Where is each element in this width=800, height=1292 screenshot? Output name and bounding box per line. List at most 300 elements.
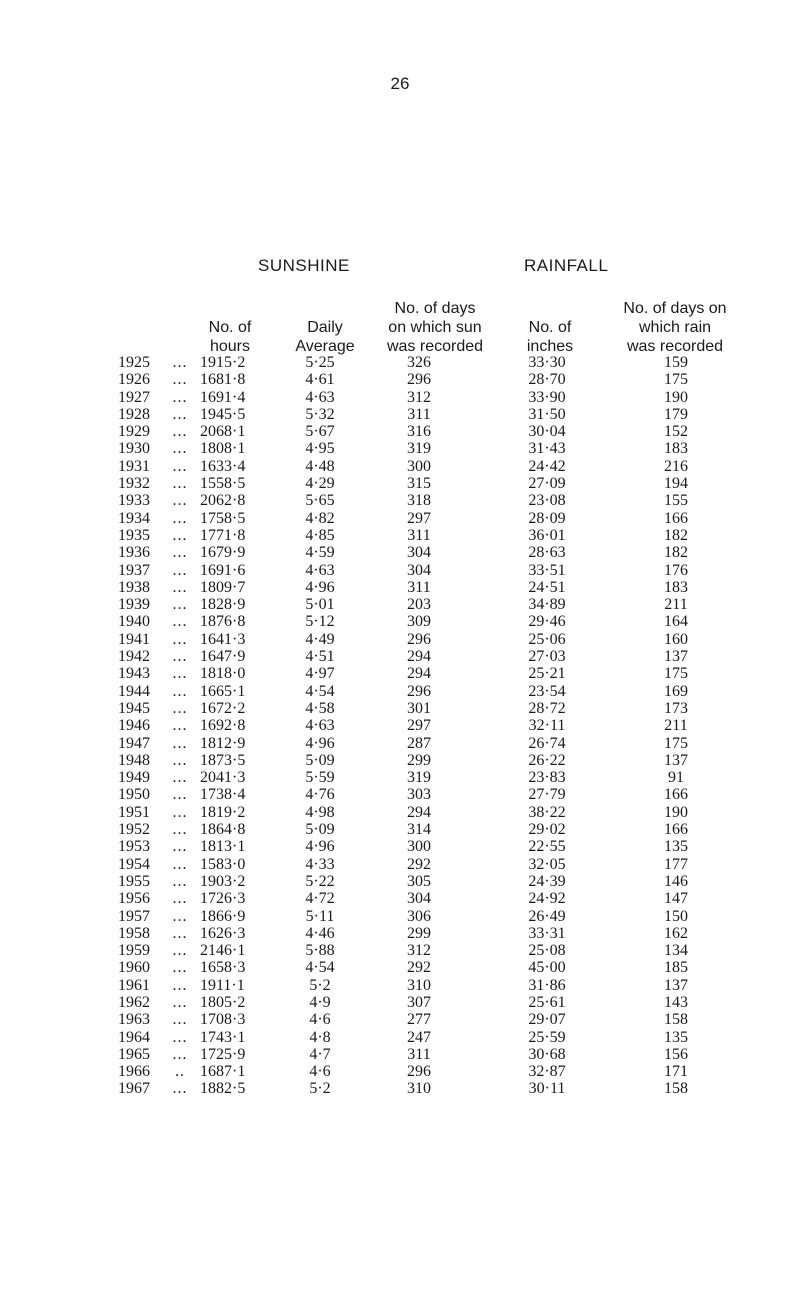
- cell-sun-days: 297: [407, 509, 431, 527]
- cell-rain-days: 175: [664, 665, 688, 683]
- table-row: [118, 613, 736, 630]
- cell-rain-days: 137: [664, 751, 688, 769]
- col-header-rain-days-line: No. of days on: [623, 300, 727, 317]
- col-header-hours-line: hours: [209, 338, 251, 355]
- cell-year: 1927: [118, 388, 150, 406]
- cell-rain-days: 182: [664, 526, 688, 544]
- cell-year: 1952: [118, 821, 150, 839]
- cell-dots: ...: [172, 1011, 188, 1029]
- cell-sun-days: 305: [407, 872, 431, 890]
- cell-dots: ...: [172, 648, 188, 666]
- cell-inches: 25·21: [528, 665, 566, 683]
- cell-year: 1957: [118, 907, 150, 925]
- cell-sun-days: 311: [407, 578, 431, 596]
- cell-avg: 4·29: [305, 475, 335, 493]
- cell-year: 1965: [118, 1045, 150, 1063]
- cell-avg: 4·63: [305, 717, 335, 735]
- cell-hours: 1771·8: [200, 526, 246, 544]
- col-header-inches-line: No. of: [528, 319, 572, 336]
- cell-avg: 5·11: [305, 907, 335, 925]
- cell-year: 1956: [118, 890, 150, 908]
- cell-inches: 28·63: [528, 544, 566, 562]
- cell-hours: 1808·1: [200, 440, 246, 458]
- cell-avg: 4·9: [309, 993, 331, 1011]
- cell-inches: 31·43: [528, 440, 566, 458]
- cell-sun-days: 326: [407, 354, 431, 371]
- cell-rain-days: 160: [664, 630, 688, 648]
- cell-hours: 1876·8: [200, 613, 246, 631]
- cell-inches: 25·59: [528, 1028, 566, 1046]
- cell-inches: 25·06: [528, 630, 566, 648]
- cell-rain-days: 169: [664, 682, 688, 700]
- cell-sun-days: 311: [407, 405, 431, 423]
- cell-year: 1944: [118, 682, 150, 700]
- cell-rain-days: 146: [664, 872, 688, 890]
- col-header-rain-days-line: was recorded: [626, 338, 724, 355]
- cell-rain-days: 150: [664, 907, 688, 925]
- cell-hours: 1558·5: [200, 475, 246, 493]
- cell-avg: 4·72: [305, 890, 335, 908]
- table-row: [118, 873, 736, 890]
- cell-inches: 28·70: [528, 371, 566, 389]
- cell-sun-days: 314: [407, 821, 431, 839]
- cell-hours: 1725·9: [200, 1045, 246, 1063]
- cell-avg: 4·7: [309, 1045, 331, 1063]
- cell-hours: 1819·2: [200, 803, 246, 821]
- cell-sun-days: 316: [407, 423, 431, 441]
- cell-hours: 1813·1: [200, 838, 246, 856]
- cell-year: 1928: [118, 405, 150, 423]
- cell-year: 1953: [118, 838, 150, 856]
- cell-inches: 36·01: [528, 526, 566, 544]
- table-row: [118, 579, 736, 596]
- cell-avg: 4·33: [305, 855, 335, 873]
- cell-avg: 4·51: [305, 648, 335, 666]
- cell-rain-days: 190: [664, 803, 688, 821]
- cell-dots: ...: [172, 354, 188, 371]
- cell-sun-days: 319: [407, 769, 431, 787]
- cell-dots: ...: [172, 630, 188, 648]
- cell-inches: 45·00: [528, 959, 566, 977]
- cell-dots: ...: [172, 924, 188, 942]
- cell-inches: 30·11: [528, 1080, 566, 1098]
- cell-dots: ...: [172, 942, 188, 960]
- rainfall-header: RAINFALL: [524, 256, 609, 275]
- cell-avg: 5·67: [305, 423, 335, 441]
- col-header-sun-days-line: on which sun: [388, 319, 482, 336]
- cell-year: 1940: [118, 613, 150, 631]
- cell-dots: ...: [172, 786, 188, 804]
- cell-rain-days: 135: [664, 838, 688, 856]
- cell-sun-days: 312: [407, 942, 431, 960]
- cell-year: 1958: [118, 924, 150, 942]
- table-row: [118, 492, 736, 509]
- cell-sun-days: 312: [407, 388, 431, 406]
- cell-rain-days: 182: [664, 544, 688, 562]
- cell-sun-days: 311: [407, 1045, 431, 1063]
- cell-year: 1938: [118, 578, 150, 596]
- cell-dots: ...: [172, 388, 188, 406]
- cell-avg: 4·49: [305, 630, 335, 648]
- cell-year: 1943: [118, 665, 150, 683]
- cell-inches: 32·11: [528, 717, 566, 735]
- cell-hours: 1738·4: [200, 786, 246, 804]
- cell-sun-days: 296: [407, 630, 431, 648]
- cell-sun-days: 294: [407, 648, 431, 666]
- cell-inches: 26·49: [528, 907, 566, 925]
- cell-rain-days: 194: [664, 475, 688, 493]
- cell-year: 1932: [118, 475, 150, 493]
- cell-avg: 4·96: [305, 578, 335, 596]
- cell-year: 1946: [118, 717, 150, 735]
- cell-rain-days: 137: [664, 976, 688, 994]
- cell-hours: 1818·0: [200, 665, 246, 683]
- cell-inches: 24·42: [528, 457, 566, 475]
- cell-dots: ...: [172, 769, 188, 787]
- cell-rain-days: 177: [664, 855, 688, 873]
- cell-year: 1936: [118, 544, 150, 562]
- cell-rain-days: 166: [664, 821, 688, 839]
- table-row: [118, 648, 736, 665]
- table-row: [118, 527, 736, 544]
- cell-dots: ...: [172, 423, 188, 441]
- cell-rain-days: 183: [664, 578, 688, 596]
- cell-inches: 24·92: [528, 890, 566, 908]
- weather-table: [118, 354, 736, 1098]
- cell-inches: 26·74: [528, 734, 566, 752]
- cell-avg: 4·58: [305, 699, 335, 717]
- cell-year: 1933: [118, 492, 150, 510]
- cell-dots: ...: [172, 440, 188, 458]
- cell-avg: 4·54: [305, 682, 335, 700]
- cell-year: 1961: [118, 976, 150, 994]
- table-row: [118, 838, 736, 855]
- cell-year: 1941: [118, 630, 150, 648]
- cell-inches: 34·89: [528, 596, 566, 614]
- table-row: [118, 977, 736, 994]
- cell-year: 1934: [118, 509, 150, 527]
- cell-dots: ...: [172, 405, 188, 423]
- cell-sun-days: 297: [407, 717, 431, 735]
- cell-year: 1947: [118, 734, 150, 752]
- cell-inches: 26·22: [528, 751, 566, 769]
- cell-hours: 1882·5: [200, 1080, 246, 1098]
- cell-avg: 4·6: [309, 1063, 331, 1081]
- cell-rain-days: 211: [664, 596, 688, 614]
- cell-dots: ...: [172, 1080, 188, 1098]
- cell-rain-days: 162: [664, 924, 688, 942]
- cell-inches: 28·72: [528, 699, 566, 717]
- cell-year: 1967: [118, 1080, 150, 1098]
- cell-rain-days: 159: [664, 354, 688, 371]
- cell-inches: 23·83: [528, 769, 566, 787]
- table-row: [118, 1046, 736, 1063]
- cell-rain-days: 143: [664, 993, 688, 1011]
- cell-year: 1931: [118, 457, 150, 475]
- table-row: [118, 942, 736, 959]
- cell-rain-days: 173: [664, 699, 688, 717]
- cell-rain-days: 155: [664, 492, 688, 510]
- cell-avg: 4·96: [305, 838, 335, 856]
- cell-hours: 1812·9: [200, 734, 246, 752]
- cell-year: 1966: [118, 1063, 150, 1081]
- cell-sun-days: 318: [407, 492, 431, 510]
- cell-sun-days: 296: [407, 371, 431, 389]
- cell-sun-days: 306: [407, 907, 431, 925]
- table-row: [118, 371, 736, 388]
- cell-rain-days: 185: [664, 959, 688, 977]
- table-row: [118, 440, 736, 457]
- cell-sun-days: 292: [407, 959, 431, 977]
- cell-year: 1949: [118, 769, 150, 787]
- cell-rain-days: 175: [664, 371, 688, 389]
- cell-hours: 1743·1: [200, 1028, 246, 1046]
- cell-dots: ...: [172, 838, 188, 856]
- cell-avg: 4·82: [305, 509, 335, 527]
- cell-year: 1948: [118, 751, 150, 769]
- col-header-daily-average-line: Daily: [307, 319, 343, 336]
- cell-inches: 27·79: [528, 786, 566, 804]
- cell-avg: 5·88: [305, 942, 335, 960]
- cell-hours: 1915·2: [200, 354, 246, 371]
- cell-dots: ...: [172, 993, 188, 1011]
- cell-dots: ...: [172, 855, 188, 873]
- cell-avg: 5·01: [305, 596, 335, 614]
- cell-year: 1951: [118, 803, 150, 821]
- cell-hours: 1828·9: [200, 596, 246, 614]
- cell-rain-days: 190: [664, 388, 688, 406]
- cell-sun-days: 310: [407, 1080, 431, 1098]
- cell-sun-days: 277: [407, 1011, 431, 1029]
- cell-rain-days: 211: [664, 717, 688, 735]
- cell-avg: 5·32: [305, 405, 335, 423]
- cell-rain-days: 134: [664, 942, 688, 960]
- cell-hours: 1692·8: [200, 717, 246, 735]
- cell-hours: 1647·9: [200, 648, 246, 666]
- cell-inches: 24·39: [528, 872, 566, 890]
- table-row: [118, 544, 736, 561]
- cell-dots: ...: [172, 717, 188, 735]
- cell-sun-days: 319: [407, 440, 431, 458]
- table-row: [118, 925, 736, 942]
- cell-inches: 32·05: [528, 855, 566, 873]
- cell-inches: 32·87: [528, 1063, 566, 1081]
- cell-hours: 2146·1: [200, 942, 246, 960]
- cell-year: 1929: [118, 423, 150, 441]
- cell-avg: 4·46: [305, 924, 335, 942]
- cell-dots: ..: [175, 1063, 185, 1081]
- cell-year: 1942: [118, 648, 150, 666]
- cell-inches: 27·03: [528, 648, 566, 666]
- cell-rain-days: 91: [668, 769, 684, 787]
- table-row: [118, 406, 736, 423]
- cell-dots: ...: [172, 959, 188, 977]
- cell-sun-days: 294: [407, 665, 431, 683]
- cell-avg: 5·22: [305, 872, 335, 890]
- cell-hours: 1672·2: [200, 699, 246, 717]
- cell-inches: 27·09: [528, 475, 566, 493]
- cell-sun-days: 247: [407, 1028, 431, 1046]
- cell-sun-days: 301: [407, 699, 431, 717]
- cell-hours: 1945·5: [200, 405, 246, 423]
- cell-inches: 31·50: [528, 405, 566, 423]
- cell-year: 1964: [118, 1028, 150, 1046]
- cell-inches: 25·08: [528, 942, 566, 960]
- cell-rain-days: 158: [664, 1080, 688, 1098]
- cell-year: 1963: [118, 1011, 150, 1029]
- cell-sun-days: 203: [407, 596, 431, 614]
- cell-hours: 2062·8: [200, 492, 246, 510]
- cell-avg: 5·25: [305, 354, 335, 371]
- table-row: [118, 1080, 736, 1097]
- cell-hours: 1658·3: [200, 959, 246, 977]
- cell-avg: 5·09: [305, 751, 335, 769]
- cell-dots: ...: [172, 509, 188, 527]
- cell-dots: ...: [172, 544, 188, 562]
- cell-avg: 4·8: [309, 1028, 331, 1046]
- cell-inches: 24·51: [528, 578, 566, 596]
- cell-year: 1954: [118, 855, 150, 873]
- col-header-sun-days-line: No. of days: [394, 300, 476, 317]
- cell-avg: 4·96: [305, 734, 335, 752]
- table-row: [118, 458, 736, 475]
- cell-inches: 30·68: [528, 1045, 566, 1063]
- cell-inches: 22·55: [528, 838, 566, 856]
- col-header-hours: [200, 318, 260, 356]
- cell-dots: ...: [172, 751, 188, 769]
- cell-dots: ...: [172, 665, 188, 683]
- cell-inches: 38·22: [528, 803, 566, 821]
- table-row: [118, 1063, 736, 1080]
- cell-rain-days: 176: [664, 561, 688, 579]
- cell-inches: 23·08: [528, 492, 566, 510]
- cell-sun-days: 287: [407, 734, 431, 752]
- col-header-sun-days-line: was recorded: [386, 338, 484, 355]
- cell-year: 1935: [118, 526, 150, 544]
- cell-dots: ...: [172, 596, 188, 614]
- cell-dots: ...: [172, 1028, 188, 1046]
- cell-avg: 4·48: [305, 457, 335, 475]
- cell-rain-days: 166: [664, 509, 688, 527]
- cell-inches: 29·07: [528, 1011, 566, 1029]
- cell-dots: ...: [172, 872, 188, 890]
- cell-rain-days: 175: [664, 734, 688, 752]
- cell-dots: ...: [172, 734, 188, 752]
- cell-avg: 5·65: [305, 492, 335, 510]
- cell-avg: 4·63: [305, 561, 335, 579]
- table-row: [118, 562, 736, 579]
- cell-hours: 1911·1: [200, 976, 245, 994]
- cell-dots: ...: [172, 821, 188, 839]
- table-row: [118, 959, 736, 976]
- cell-avg: 4·97: [305, 665, 335, 683]
- cell-rain-days: 164: [664, 613, 688, 631]
- table-row: [118, 994, 736, 1011]
- table-row: [118, 890, 736, 907]
- cell-inches: 28·09: [528, 509, 566, 527]
- table-row: [118, 475, 736, 492]
- cell-inches: 29·46: [528, 613, 566, 631]
- cell-hours: 1691·4: [200, 388, 246, 406]
- cell-hours: 1873·5: [200, 751, 246, 769]
- cell-hours: 2068·1: [200, 423, 246, 441]
- table-row: [118, 510, 736, 527]
- cell-sun-days: 300: [407, 838, 431, 856]
- cell-rain-days: 147: [664, 890, 688, 908]
- cell-dots: ...: [172, 457, 188, 475]
- col-header-hours-line: No. of: [208, 319, 252, 336]
- col-header-rain-days: [600, 299, 750, 356]
- cell-dots: ...: [172, 475, 188, 493]
- cell-sun-days: 299: [407, 924, 431, 942]
- col-header-sun-days: [360, 299, 510, 356]
- sunshine-header: SUNSHINE: [258, 256, 350, 275]
- cell-hours: 1687·1: [200, 1063, 246, 1081]
- table-row: [118, 1029, 736, 1046]
- cell-sun-days: 296: [407, 682, 431, 700]
- cell-rain-days: 183: [664, 440, 688, 458]
- cell-dots: ...: [172, 492, 188, 510]
- cell-inches: 23·54: [528, 682, 566, 700]
- cell-year: 1930: [118, 440, 150, 458]
- cell-avg: 5·2: [309, 1080, 331, 1098]
- cell-inches: 25·61: [528, 993, 566, 1011]
- cell-inches: 33·31: [528, 924, 566, 942]
- table-row: [118, 908, 736, 925]
- cell-year: 1925: [118, 354, 150, 371]
- cell-inches: 31·86: [528, 976, 566, 994]
- cell-inches: 33·30: [528, 354, 566, 371]
- col-header-rain-days-line: which rain: [638, 319, 712, 336]
- cell-hours: 1641·3: [200, 630, 246, 648]
- cell-rain-days: 156: [664, 1045, 688, 1063]
- table-row: [118, 423, 736, 440]
- cell-dots: ...: [172, 613, 188, 631]
- cell-rain-days: 171: [664, 1063, 688, 1081]
- cell-avg: 5·12: [305, 613, 335, 631]
- table-row: [118, 717, 736, 734]
- cell-inches: 33·51: [528, 561, 566, 579]
- cell-hours: 1583·0: [200, 855, 246, 873]
- cell-hours: 1679·9: [200, 544, 246, 562]
- table-row: [118, 596, 736, 613]
- cell-rain-days: 152: [664, 423, 688, 441]
- cell-year: 1959: [118, 942, 150, 960]
- table-row: [118, 631, 736, 648]
- table-row: [118, 1011, 736, 1028]
- cell-hours: 1708·3: [200, 1011, 246, 1029]
- cell-dots: ...: [172, 907, 188, 925]
- cell-dots: ...: [172, 561, 188, 579]
- cell-avg: 4·59: [305, 544, 335, 562]
- cell-rain-days: 135: [664, 1028, 688, 1046]
- table-row: [118, 786, 736, 803]
- cell-hours: 1866·9: [200, 907, 246, 925]
- cell-sun-days: 292: [407, 855, 431, 873]
- cell-year: 1937: [118, 561, 150, 579]
- table-row: [118, 354, 736, 371]
- cell-sun-days: 309: [407, 613, 431, 631]
- cell-sun-days: 311: [407, 526, 431, 544]
- cell-sun-days: 307: [407, 993, 431, 1011]
- cell-avg: 4·6: [309, 1011, 331, 1029]
- table-row: [118, 821, 736, 838]
- cell-hours: 2041·3: [200, 769, 246, 787]
- page-number: 26: [390, 74, 410, 93]
- cell-avg: 5·59: [305, 769, 335, 787]
- cell-dots: ...: [172, 371, 188, 389]
- cell-sun-days: 315: [407, 475, 431, 493]
